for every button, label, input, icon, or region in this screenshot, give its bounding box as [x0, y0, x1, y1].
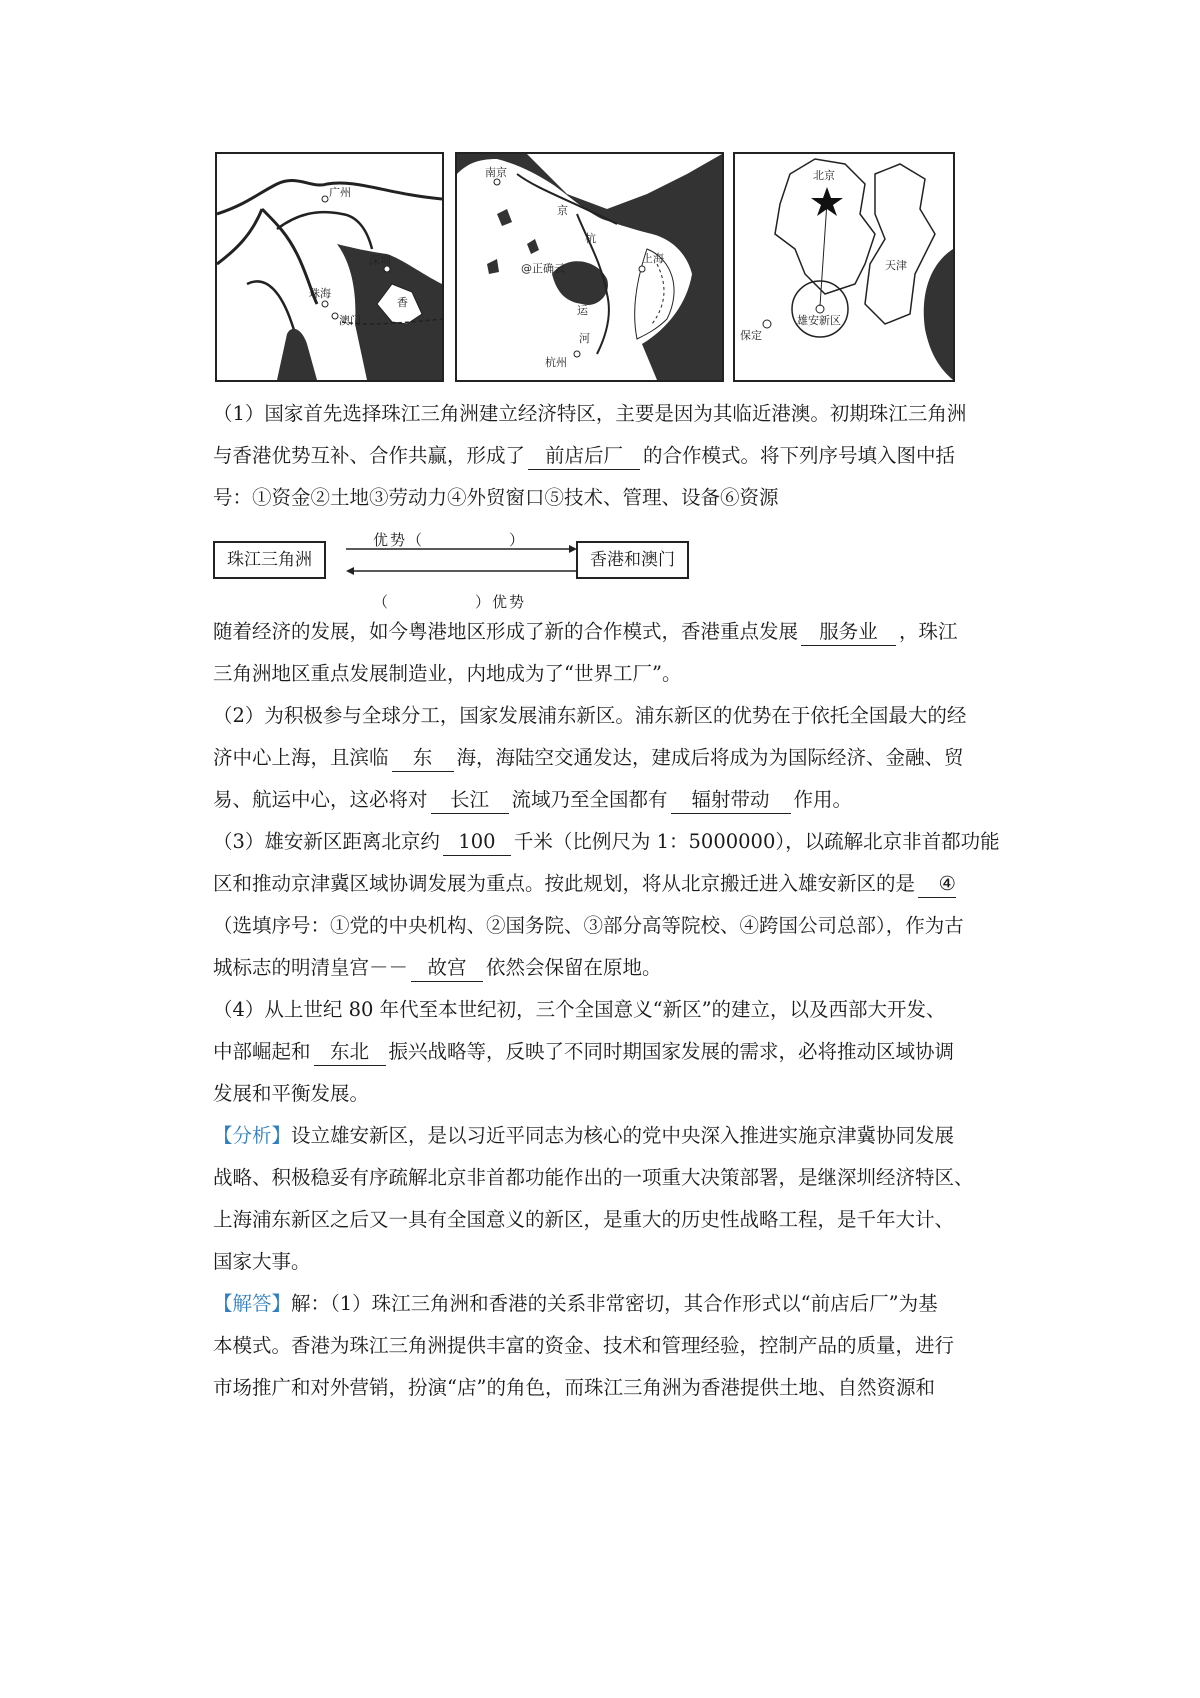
- q2-blank2: 长江: [431, 787, 509, 814]
- q3-line4b: 依然会保留在原地。: [486, 956, 662, 979]
- q3-line3: （选填序号：①党的中央机构、②国务院、③部分高等院校、④跨国公司总部），作为古: [213, 914, 964, 937]
- q1-blank2: 服务业: [801, 619, 896, 646]
- flow-top-label: 优势（ ）: [373, 531, 527, 549]
- label-baoding: 保定: [740, 329, 762, 342]
- q2-blank1: 东: [392, 745, 454, 772]
- q4-line2: [213, 1031, 1023, 1073]
- q3-line1b: 千米（比例尺为 1：5000000），以疏解北京非首都功能: [513, 830, 1000, 853]
- analysis-tag: 【分析】: [213, 1124, 292, 1147]
- q2-line2a: 济中心上海，且滨临: [213, 746, 389, 769]
- label-guangzhou: 广州: [329, 186, 351, 199]
- label-xiang: 香: [397, 296, 408, 309]
- label-hangzhou: 杭州: [545, 356, 567, 369]
- answer-line2: 本模式。香港为珠江三角洲提供丰富的资金、技术和管理经验，控制产品的质量，进行: [213, 1334, 955, 1357]
- label-zhuhai: 珠海: [309, 287, 331, 300]
- label-shanghai: 上海: [642, 252, 664, 265]
- q3-blank3: 故宫: [411, 955, 483, 982]
- label-shenzhen: 深圳: [369, 254, 391, 267]
- q1-line2b: 的合作模式。将下列序号填入图中括: [643, 444, 956, 467]
- map-figures: [215, 152, 1035, 382]
- label-xiongan: 雄安新区: [797, 314, 841, 327]
- q3-line2a: 区和推动京津冀区域协调发展为重点。按此规划，将从北京搬迁进入雄安新区的是: [213, 872, 916, 895]
- q2-line3b: 流域乃至全国都有: [511, 788, 668, 811]
- yrd-map-svg: [457, 154, 722, 380]
- q3-line1: [213, 821, 1023, 863]
- analysis-text1: 设立雄安新区，是以习近平同志为核心的党中央深入推进实施京津冀协同发展: [291, 1124, 955, 1147]
- q2-blank3: 辐射带动: [671, 787, 791, 814]
- q3-line2: [213, 863, 1023, 905]
- label-yun: 运: [577, 304, 588, 317]
- q4-line1: （4）从上世纪 80 年代至本世纪初，三个全国意义“新区”的建立，以及西部大开发、: [213, 998, 946, 1021]
- analysis-line4: 国家大事。: [213, 1250, 311, 1273]
- flow-bottom-label: （ ）优势: [373, 593, 527, 611]
- pearl-river-delta-map: [215, 152, 444, 382]
- q3-line1a: （3）雄安新区距离北京约: [213, 830, 440, 853]
- q2-line1: （2）为积极参与全球分工，国家发展浦东新区。浦东新区的优势在于依托全国最大的经: [213, 704, 967, 727]
- label-jing: 京: [557, 204, 568, 217]
- q3-blank2: ④: [918, 871, 956, 898]
- q2-line3c: 作用。: [793, 788, 853, 811]
- answer-text1: 解：（1）珠江三角洲和香港的关系非常密切，其合作形式以“前店后厂”为基: [291, 1292, 938, 1315]
- q1-line2a: 与香港优势互补、合作共赢，形成了: [213, 444, 526, 467]
- flow-box-hk-macau: 香港和澳门: [576, 541, 689, 579]
- flow-arrows: [213, 519, 713, 611]
- label-aomen: 澳门: [339, 314, 361, 327]
- q3-line4a: 城标志的明清皇宫－－: [213, 956, 409, 979]
- yangtze-river-delta-map: [455, 152, 724, 382]
- q4-line3: 发展和平衡发展。: [213, 1082, 370, 1105]
- q1-line1: （1）国家首先选择珠江三角洲建立经济特区，主要是因为其临近港澳。初期珠江三角洲: [213, 402, 967, 425]
- xiongan-map-svg: [735, 154, 953, 380]
- q1-line4b: ，珠江: [899, 620, 958, 643]
- label-hang: 杭: [585, 232, 596, 245]
- q2-line2: [213, 737, 1023, 779]
- label-nanjing: 南京: [485, 166, 507, 179]
- q3-line4: [213, 947, 1023, 989]
- xiongan-map: [733, 152, 955, 382]
- q1-line2: [213, 435, 1023, 477]
- q3-blank1: 100: [443, 829, 511, 856]
- watermark: @正确云: [521, 262, 565, 275]
- label-tianjin: 天津: [885, 259, 907, 272]
- q2-line2b: 海，海陆空交通发达，建成后将成为为国际经济、金融、贸: [456, 746, 964, 769]
- document-body: [213, 393, 1023, 1409]
- cooperation-flow-diagram: [213, 519, 1023, 611]
- q1-line5: 三角洲地区重点发展制造业，内地成为了“世界工厂”。: [213, 662, 682, 685]
- analysis-line3: 上海浦东新区之后又一具有全国意义的新区，是重大的历史性战略工程，是千年大计、: [213, 1208, 955, 1231]
- prd-map-svg: [217, 154, 442, 380]
- answer-line1: [213, 1283, 1023, 1325]
- analysis-line2: 战略、积极稳妥有序疏解北京非首都功能作出的一项重大决策部署，是继深圳经济特区、: [213, 1166, 974, 1189]
- label-he: 河: [579, 332, 590, 345]
- label-beijing: 北京: [813, 169, 835, 182]
- q4-line2b: 振兴战略等，反映了不同时期国家发展的需求，必将推动区域协调: [388, 1040, 955, 1063]
- q4-blank1: 东北: [314, 1039, 386, 1066]
- q2-line3a: 易、航运中心，这必将对: [213, 788, 428, 811]
- flow-box-prd: 珠江三角洲: [213, 541, 326, 579]
- q1-line4: [213, 611, 1023, 653]
- q4-line2a: 中部崛起和: [213, 1040, 311, 1063]
- answer-tag: 【解答】: [213, 1292, 292, 1315]
- analysis-line1: [213, 1115, 1023, 1157]
- q1-line3: 号：①资金②土地③劳动力④外贸窗口⑤技术、管理、设备⑥资源: [213, 486, 779, 509]
- q1-blank1: 前店后厂: [528, 443, 640, 470]
- q2-line3: [213, 779, 1023, 821]
- answer-line3: 市场推广和对外营销，扮演“店”的角色，而珠江三角洲为香港提供土地、自然资源和: [213, 1376, 935, 1399]
- q1-line4a: 随着经济的发展，如今粤港地区形成了新的合作模式，香港重点发展: [213, 620, 799, 643]
